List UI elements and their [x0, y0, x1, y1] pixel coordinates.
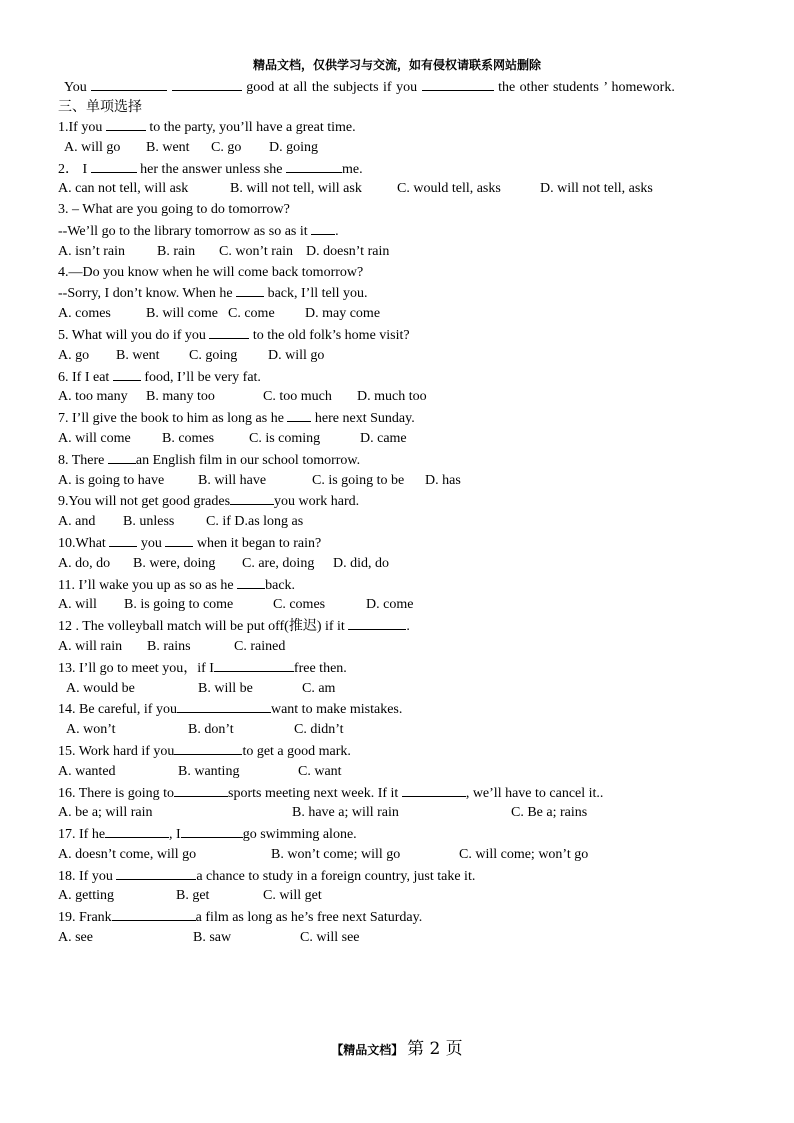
question-line	[58, 491, 748, 512]
question-line	[58, 658, 748, 679]
options-line	[58, 387, 748, 408]
answer-blank	[402, 783, 466, 797]
question-text: you work hard.	[274, 494, 360, 510]
options-line	[58, 304, 748, 325]
question-line	[58, 616, 748, 637]
question-text: her the answer unless she	[136, 161, 286, 177]
answer-option: D. came	[360, 430, 407, 446]
page-footer	[0, 1034, 794, 1059]
answer-blank	[91, 159, 137, 173]
question-line	[58, 783, 748, 804]
answer-option: C. didn’t	[294, 722, 344, 738]
intro-text-1: You	[64, 80, 92, 95]
question-text: a film as long as he’s free next Saturday.	[195, 910, 423, 926]
answer-option: B. rains	[147, 638, 191, 654]
answer-option: A. do, do	[58, 555, 111, 571]
question-text: 6. If I eat	[58, 369, 113, 385]
answer-option: B. saw	[193, 930, 232, 946]
answer-option: A. will come	[58, 430, 131, 446]
answer-blank	[113, 367, 141, 381]
answer-option: B. went	[146, 139, 190, 155]
answer-option: C. too much	[263, 389, 332, 405]
answer-option: C. go	[211, 139, 242, 155]
answer-option: C. Be a; rains	[511, 805, 588, 821]
question-line	[58, 866, 748, 887]
answer-blank	[174, 783, 228, 797]
answer-option: A. and	[58, 514, 96, 530]
answer-blank	[348, 616, 406, 630]
answer-option: B. rain	[157, 243, 196, 259]
answer-option: B. went	[116, 347, 160, 363]
question-text: here next Sunday.	[311, 411, 415, 427]
answer-option: B. wanting	[178, 763, 240, 779]
options-line	[58, 679, 748, 700]
question-line	[58, 824, 748, 845]
question-text: a chance to study in a foreign country, just take it.	[196, 868, 476, 884]
question-text: free then.	[293, 660, 347, 676]
options-line	[58, 554, 748, 575]
intro-sentence	[64, 77, 734, 98]
answer-option: A. can not tell, will ask	[58, 181, 189, 197]
answer-option: A. comes	[58, 306, 111, 322]
question-line	[58, 450, 748, 471]
options-line	[58, 928, 748, 949]
question-text: to get a good mark.	[242, 743, 351, 759]
question-line	[58, 367, 748, 388]
question-text: back.	[265, 577, 296, 593]
question-text: , I	[169, 827, 181, 843]
question-text: --We’ll go to the library tomorrow as so as it	[58, 223, 312, 239]
options-line	[58, 242, 748, 263]
options-line	[58, 346, 748, 367]
question-line	[58, 221, 748, 242]
answer-blank	[108, 450, 136, 464]
answer-option: A. doesn’t come, will go	[58, 846, 197, 862]
answer-option: C. if D.as long as	[206, 514, 304, 530]
footer-tag: 【精品文档】	[331, 1043, 404, 1057]
answer-blank	[177, 699, 271, 713]
answer-blank	[422, 77, 494, 91]
answer-option: B. will come	[146, 306, 218, 322]
question-text: , we’ll have to cancel it..	[465, 785, 604, 801]
answer-option: A. too many	[58, 389, 128, 405]
section-title: 三、单项选择	[58, 99, 142, 115]
question-text: to the party, you’ll have a great time.	[145, 120, 356, 135]
answer-option: D. did, do	[333, 555, 389, 571]
question-text: 8. There	[58, 452, 108, 468]
answer-option: D. much too	[357, 389, 427, 405]
question-text: 1.If you	[58, 120, 106, 135]
answer-blank	[287, 408, 311, 422]
question-text: you	[137, 535, 166, 551]
question-text: .	[335, 223, 339, 239]
answer-blank	[165, 533, 193, 547]
options-line	[58, 429, 748, 450]
question-text: an English film in our school tomorrow.	[135, 452, 361, 468]
answer-option: A. will rain	[58, 638, 123, 654]
options-line	[58, 595, 748, 616]
answer-blank	[311, 221, 335, 235]
question-text: 2． I	[58, 161, 91, 177]
question-line	[58, 325, 748, 346]
answer-option: D. come	[366, 597, 414, 613]
answer-option: B. unless	[123, 514, 175, 530]
answer-option: B. comes	[162, 430, 215, 446]
answer-option: D. will go	[268, 347, 325, 363]
answer-blank	[209, 325, 249, 339]
question-text: 11. I’ll wake you up as so as he	[58, 577, 238, 593]
question-text: 17. If he	[58, 827, 106, 843]
answer-option: C. going	[189, 347, 238, 363]
question-text: 5. What will you do if you	[58, 327, 210, 343]
question-line	[58, 907, 748, 928]
question-text: 3. – What are you going to do tomorrow?	[58, 202, 290, 218]
question-text: 18. If you	[58, 868, 117, 884]
question-text: .	[406, 619, 410, 635]
answer-blank	[237, 575, 265, 589]
answer-option: A. will go	[64, 139, 121, 155]
answer-option: B. have a; will rain	[292, 805, 399, 821]
answer-blank	[109, 533, 137, 547]
page-number: 第 2 页	[407, 1039, 463, 1059]
question-line	[58, 283, 748, 304]
answer-option: C. is coming	[249, 430, 321, 446]
answer-option: C. comes	[273, 597, 326, 613]
question-text: go swimming alone.	[242, 827, 357, 843]
answer-option: B. many too	[146, 389, 215, 405]
question-line	[58, 200, 748, 221]
answer-blank	[172, 77, 242, 91]
answer-option: A. would be	[66, 680, 135, 696]
question-line	[58, 159, 748, 180]
question-text: 13. I’ll go to meet you，if I	[58, 660, 214, 676]
answer-blank	[91, 77, 167, 91]
answer-option: A. won’t	[66, 722, 116, 738]
answer-option: C. will get	[263, 888, 322, 904]
answer-blank	[112, 907, 196, 921]
question-text: food, I’ll be very fat.	[140, 369, 261, 385]
question-line	[58, 575, 748, 596]
answer-option: B. will have	[198, 472, 267, 488]
question-line	[58, 741, 748, 762]
options-line	[58, 886, 748, 907]
answer-option: A. wanted	[58, 763, 116, 779]
answer-blank	[106, 117, 146, 131]
answer-option: C. rained	[234, 638, 286, 654]
options-line	[58, 138, 748, 159]
answer-option: C. will see	[300, 930, 360, 946]
answer-option: D. doesn’t rain	[306, 243, 390, 259]
question-line	[58, 263, 748, 284]
answer-option: A. will	[58, 597, 97, 613]
question-text: 9.You will not get good grades	[58, 494, 231, 510]
question-text: 12 . The volleyball match will be put off(推迟) if it	[58, 619, 349, 635]
answer-option: A. go	[58, 347, 90, 363]
question-text: --Sorry, I don’t know. When he	[58, 286, 237, 302]
options-line	[58, 803, 748, 824]
answer-option: C. am	[302, 680, 336, 696]
options-line	[58, 762, 748, 783]
answer-blank	[236, 283, 264, 297]
question-text: 16. There is going to	[58, 785, 175, 801]
question-text: 10.What	[58, 535, 110, 551]
question-text: 15. Work hard if you	[58, 743, 175, 759]
answer-option: B. get	[176, 888, 210, 904]
answer-blank	[230, 491, 274, 505]
answer-option: A. getting	[58, 888, 114, 904]
answer-blank	[286, 159, 342, 173]
options-line	[58, 637, 748, 658]
answer-option: C. are, doing	[242, 555, 315, 571]
answer-option: D. may come	[305, 306, 381, 322]
answer-option: D. will not tell, asks	[540, 181, 653, 197]
question-text: 19. Frank	[58, 910, 112, 926]
question-text: back, I’ll tell you.	[264, 286, 368, 302]
intro-text-4: the other students ’ homework.	[498, 80, 675, 95]
answer-option: A. be a; will rain	[58, 805, 153, 821]
question-text: 4.—Do you know when he will come back tomorrow?	[58, 264, 364, 280]
options-line	[58, 720, 748, 741]
answer-option: B. will not tell, will ask	[230, 181, 362, 197]
answer-option: B. don’t	[188, 722, 234, 738]
question-list	[58, 117, 748, 949]
question-text: 14. Be careful, if you	[58, 702, 177, 718]
options-line	[58, 512, 748, 533]
question-text: sports meeting next week. If it	[228, 785, 402, 801]
options-line	[58, 845, 748, 866]
answer-blank	[116, 866, 196, 880]
answer-option: A. is going to have	[58, 472, 165, 488]
answer-option: C. want	[298, 763, 342, 779]
answer-blank	[214, 658, 294, 672]
question-text: me.	[341, 161, 363, 177]
answer-blank	[105, 824, 169, 838]
question-line	[58, 117, 748, 138]
answer-option: C. come	[228, 306, 275, 322]
answer-option: B. is going to come	[124, 597, 234, 613]
answer-option: A. isn’t rain	[58, 243, 126, 259]
options-line	[58, 471, 748, 492]
answer-blank	[174, 741, 242, 755]
answer-option: B. were, doing	[133, 555, 216, 571]
answer-option: C. would tell, asks	[397, 181, 501, 197]
question-text: when it began to rain?	[193, 535, 322, 551]
answer-option: C. is going to be	[312, 472, 405, 488]
question-line	[58, 699, 748, 720]
question-line	[58, 533, 748, 554]
answer-option: D. has	[425, 472, 461, 488]
question-text: want to make mistakes.	[270, 702, 403, 718]
options-line	[58, 179, 748, 200]
answer-option: A. see	[58, 930, 93, 946]
answer-option: B. will be	[198, 680, 253, 696]
question-text: 7. I’ll give the book to him as long as he	[58, 411, 288, 427]
question-text: to the old folk’s home visit?	[249, 327, 410, 343]
document-header: 精品文档，仅供学习与交流，如有侵权请联系网站删除	[252, 58, 541, 72]
answer-option: B. won’t come; will go	[271, 846, 401, 862]
intro-text-3: good at all the subjects if you	[246, 80, 422, 95]
answer-option: D. going	[269, 139, 318, 155]
answer-option: C. will come; won’t go	[459, 846, 589, 862]
question-line	[58, 408, 748, 429]
answer-option: C. won’t rain	[219, 243, 294, 259]
answer-blank	[181, 824, 243, 838]
